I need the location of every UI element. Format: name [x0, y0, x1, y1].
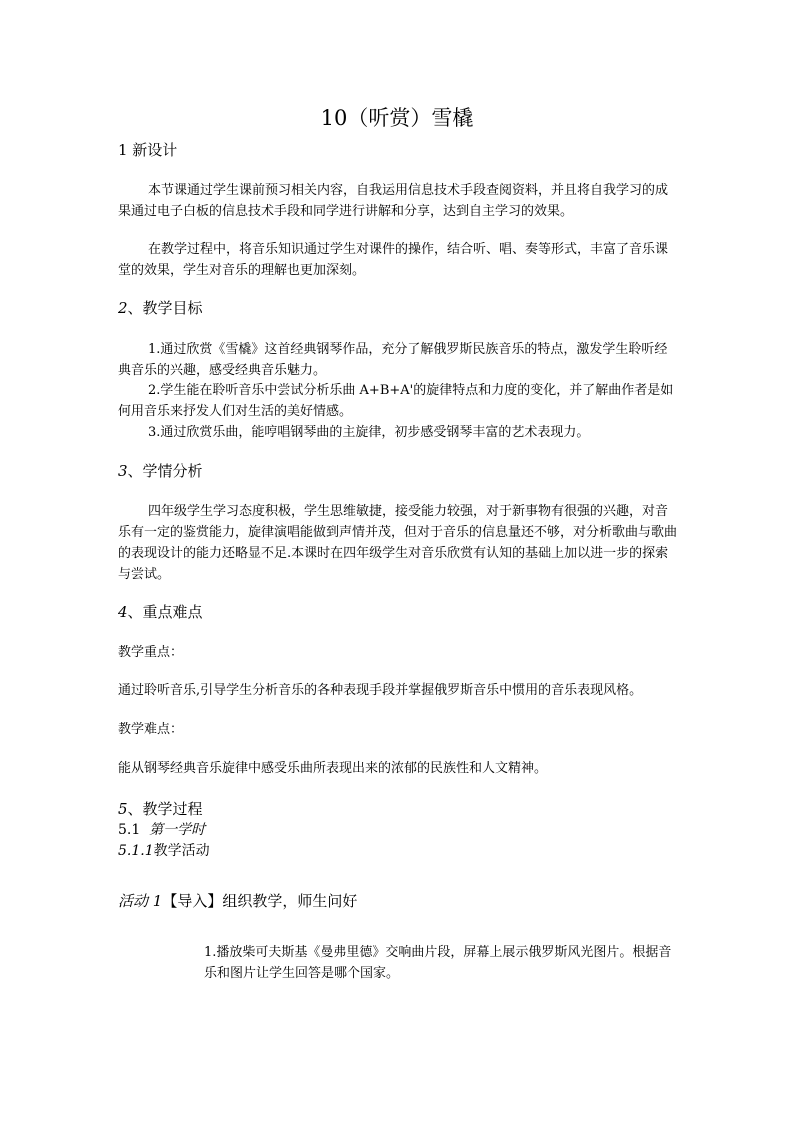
- activity-text: 【导入】组织教学，师生问好: [162, 892, 358, 910]
- subsection-first-lesson: [118, 820, 205, 840]
- difficulty-label: 教学难点：: [118, 722, 184, 737]
- activity-step-1: 1.播放柴可夫斯基《曼弗里德》交响曲片段，屏幕上展示俄罗斯风光图片。根据音乐和图片让学生回答是哪个国家。: [204, 945, 672, 981]
- subsection-teaching-activities: [118, 841, 210, 861]
- section-heading-text: 、教学目标: [127, 299, 203, 317]
- section-heading-new-design: 1 新设计: [118, 141, 178, 159]
- subsection-number: 5.1.1: [118, 843, 154, 859]
- activity-1-heading: [118, 891, 357, 911]
- section-number: 2: [118, 299, 128, 317]
- goal-item-3: 3.通过欣赏乐曲，能哼唱钢琴曲的主旋律，初步感受钢琴丰富的艺术表现力。: [148, 425, 590, 440]
- section-number: 5: [118, 800, 128, 818]
- section-heading-text: 、学情分析: [127, 462, 203, 480]
- section-heading-teaching-process: [118, 799, 203, 819]
- section-heading-student-analysis: [118, 461, 203, 481]
- new-design-paragraph-2: 在教学过程中，将音乐知识通过学生对课件的操作，结合听、唱、奏等形式，丰富了音乐课堂的效果，学生对音乐的理解也更加深刻。: [118, 242, 669, 278]
- difficulty-text: 能从钢琴经典音乐旋律中感受乐曲所表现出来的浓郁的民族性和人文精神。: [118, 761, 548, 776]
- goal-item-1: 1.通过欣赏《雪橇》这首经典钢琴作品，充分了解俄罗斯民族音乐的特点，激发学生聆听经典音乐的兴趣，感受经典音乐魅力。: [118, 342, 668, 378]
- section-number: 3: [118, 462, 128, 480]
- section-heading-text: 、重点难点: [127, 603, 203, 621]
- key-point-label: 教学重点：: [118, 645, 184, 660]
- goal-item-2: 2.学生能在聆听音乐中尝试分析乐曲 A+B+A'的旋律特点和力度的变化，并了解曲作者是如何用音乐来抒发人们对生活的美好情感。: [118, 383, 674, 419]
- activity-prefix: 活动 1: [118, 892, 163, 910]
- section-heading-key-points: [118, 602, 203, 622]
- subsection-text: 第一学时: [149, 822, 206, 838]
- student-analysis-paragraph: 四年级学生学习态度积极，学生思维敏捷，接受能力较强，对于新事物有很强的兴趣，对音乐有一定的鉴赏能力，旋律演唱能做到声情并茂，但对于音乐的信息量还不够，对分析歌曲与歌曲的表现设计的能力还略显不足.本课时在四年级学生对音乐欣赏有认知的基础上加以进一步的探索与尝试。: [118, 504, 678, 582]
- section-heading-teaching-goals: [118, 298, 203, 318]
- key-point-text: 通过聆听音乐,引导学生分析音乐的各种表现手段并掌握俄罗斯音乐中惯用的音乐表现风格。: [118, 683, 643, 698]
- document-title: 10（听赏）雪橇: [320, 106, 474, 130]
- subsection-text: 教学活动: [153, 843, 210, 859]
- section-number: 4: [118, 603, 128, 621]
- new-design-paragraph-1: 本节课通过学生课前预习相关内容，自我运用信息技术手段查阅资料，并且将自我学习的成果通过电子白板的信息技术手段和同学进行讲解和分享，达到自主学习的效果。: [118, 183, 669, 219]
- section-heading-text: 、教学过程: [127, 800, 203, 818]
- subsection-number: 5.1: [118, 822, 141, 838]
